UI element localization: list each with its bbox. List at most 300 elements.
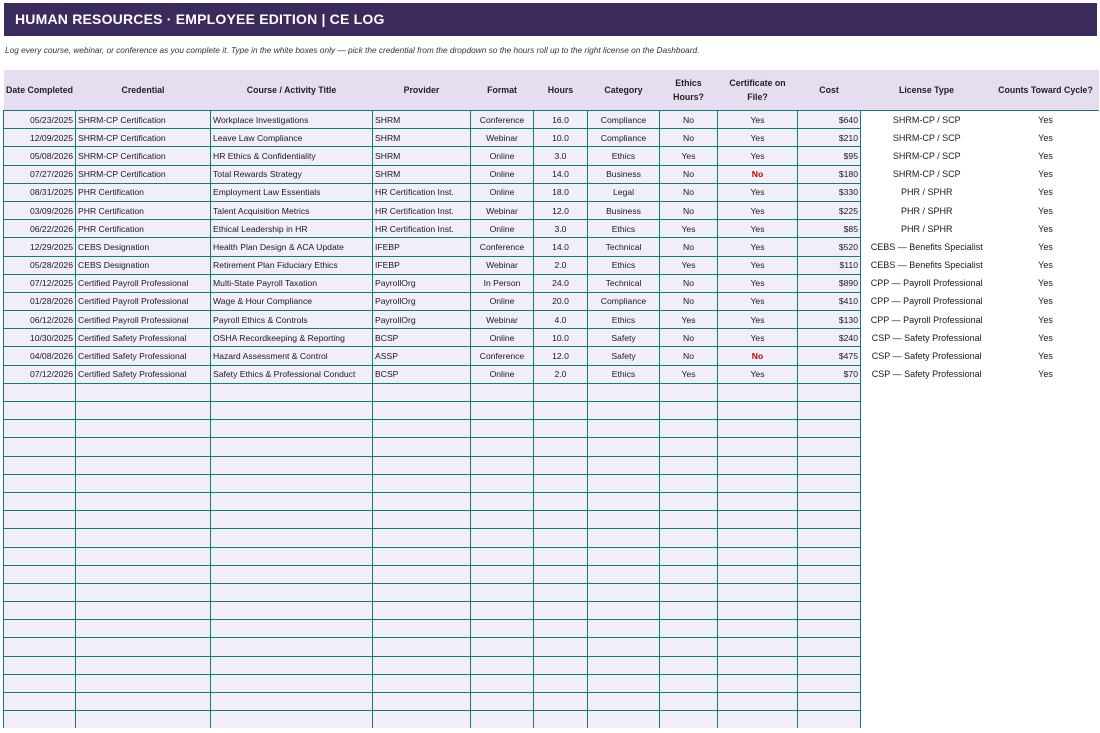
- provider-cell[interactable]: [373, 492, 471, 510]
- course-title-cell[interactable]: [211, 492, 373, 510]
- ethics-hours-cell[interactable]: [660, 638, 718, 656]
- course-title-cell[interactable]: [211, 602, 373, 620]
- date-cell[interactable]: 03/09/2026: [4, 201, 76, 219]
- hours-cell[interactable]: [534, 420, 588, 438]
- format-cell[interactable]: [471, 511, 534, 529]
- format-cell[interactable]: [471, 492, 534, 510]
- hours-cell[interactable]: 4.0: [534, 311, 588, 329]
- credential-cell[interactable]: SHRM-CP Certification: [76, 111, 211, 129]
- hours-cell[interactable]: [534, 602, 588, 620]
- hours-cell[interactable]: [534, 656, 588, 674]
- category-cell[interactable]: Technical: [588, 274, 660, 292]
- cost-cell[interactable]: $225: [798, 201, 861, 219]
- category-cell[interactable]: [588, 656, 660, 674]
- date-cell[interactable]: 07/12/2025: [4, 274, 76, 292]
- category-cell[interactable]: Safety: [588, 329, 660, 347]
- provider-cell[interactable]: [373, 383, 471, 401]
- date-cell[interactable]: [4, 620, 76, 638]
- course-title-cell[interactable]: Workplace Investigations: [211, 111, 373, 129]
- certificate-cell[interactable]: [718, 620, 798, 638]
- provider-cell[interactable]: [373, 656, 471, 674]
- course-title-cell[interactable]: [211, 620, 373, 638]
- credential-cell[interactable]: CEBS Designation: [76, 238, 211, 256]
- credential-cell[interactable]: [76, 420, 211, 438]
- provider-cell[interactable]: HR Certification Inst.: [373, 201, 471, 219]
- category-cell[interactable]: [588, 456, 660, 474]
- category-cell[interactable]: Technical: [588, 238, 660, 256]
- format-cell[interactable]: Webinar: [471, 129, 534, 147]
- course-title-cell[interactable]: Wage & Hour Compliance: [211, 292, 373, 310]
- credential-cell[interactable]: [76, 383, 211, 401]
- category-cell[interactable]: Ethics: [588, 311, 660, 329]
- ethics-hours-cell[interactable]: [660, 492, 718, 510]
- provider-cell[interactable]: [373, 602, 471, 620]
- credential-cell[interactable]: [76, 492, 211, 510]
- hours-cell[interactable]: 14.0: [534, 165, 588, 183]
- date-cell[interactable]: [4, 456, 76, 474]
- provider-cell[interactable]: SHRM: [373, 165, 471, 183]
- provider-cell[interactable]: [373, 474, 471, 492]
- provider-cell[interactable]: IFEBP: [373, 238, 471, 256]
- format-cell[interactable]: Online: [471, 329, 534, 347]
- hours-cell[interactable]: [534, 511, 588, 529]
- ethics-hours-cell[interactable]: [660, 529, 718, 547]
- format-cell[interactable]: [471, 547, 534, 565]
- cost-cell[interactable]: $240: [798, 329, 861, 347]
- hours-cell[interactable]: 12.0: [534, 347, 588, 365]
- hours-cell[interactable]: 14.0: [534, 238, 588, 256]
- category-cell[interactable]: [588, 565, 660, 583]
- hours-cell[interactable]: [534, 529, 588, 547]
- course-title-cell[interactable]: Hazard Assessment & Control: [211, 347, 373, 365]
- cost-cell[interactable]: [798, 602, 861, 620]
- hours-cell[interactable]: 3.0: [534, 220, 588, 238]
- cost-cell[interactable]: [798, 456, 861, 474]
- hours-cell[interactable]: [534, 456, 588, 474]
- date-cell[interactable]: 12/29/2025: [4, 238, 76, 256]
- ethics-hours-cell[interactable]: No: [660, 165, 718, 183]
- certificate-cell[interactable]: Yes: [718, 365, 798, 383]
- ethics-hours-cell[interactable]: [660, 511, 718, 529]
- provider-cell[interactable]: SHRM: [373, 129, 471, 147]
- category-cell[interactable]: [588, 711, 660, 729]
- course-title-cell[interactable]: [211, 656, 373, 674]
- certificate-cell[interactable]: Yes: [718, 329, 798, 347]
- date-cell[interactable]: [4, 492, 76, 510]
- format-cell[interactable]: [471, 620, 534, 638]
- course-title-cell[interactable]: [211, 474, 373, 492]
- certificate-cell[interactable]: [718, 547, 798, 565]
- provider-cell[interactable]: [373, 420, 471, 438]
- ethics-hours-cell[interactable]: No: [660, 129, 718, 147]
- certificate-cell[interactable]: [718, 456, 798, 474]
- credential-cell[interactable]: [76, 711, 211, 729]
- ethics-hours-cell[interactable]: [660, 620, 718, 638]
- cost-cell[interactable]: [798, 565, 861, 583]
- date-cell[interactable]: 12/09/2025: [4, 129, 76, 147]
- hours-cell[interactable]: 24.0: [534, 274, 588, 292]
- credential-cell[interactable]: [76, 656, 211, 674]
- cost-cell[interactable]: $130: [798, 311, 861, 329]
- course-title-cell[interactable]: Employment Law Essentials: [211, 183, 373, 201]
- hours-cell[interactable]: 12.0: [534, 201, 588, 219]
- certificate-cell[interactable]: [718, 693, 798, 711]
- format-cell[interactable]: [471, 583, 534, 601]
- credential-cell[interactable]: PHR Certification: [76, 201, 211, 219]
- ethics-hours-cell[interactable]: [660, 656, 718, 674]
- course-title-cell[interactable]: [211, 547, 373, 565]
- category-cell[interactable]: [588, 638, 660, 656]
- ethics-hours-cell[interactable]: No: [660, 183, 718, 201]
- certificate-cell[interactable]: [718, 565, 798, 583]
- ethics-hours-cell[interactable]: No: [660, 292, 718, 310]
- hours-cell[interactable]: [534, 383, 588, 401]
- provider-cell[interactable]: [373, 583, 471, 601]
- hours-cell[interactable]: [534, 547, 588, 565]
- credential-cell[interactable]: [76, 511, 211, 529]
- ethics-hours-cell[interactable]: Yes: [660, 220, 718, 238]
- date-cell[interactable]: 06/22/2026: [4, 220, 76, 238]
- category-cell[interactable]: [588, 474, 660, 492]
- date-cell[interactable]: [4, 529, 76, 547]
- credential-cell[interactable]: Certified Payroll Professional: [76, 292, 211, 310]
- credential-cell[interactable]: SHRM-CP Certification: [76, 165, 211, 183]
- credential-cell[interactable]: [76, 438, 211, 456]
- date-cell[interactable]: [4, 474, 76, 492]
- provider-cell[interactable]: [373, 565, 471, 583]
- provider-cell[interactable]: [373, 529, 471, 547]
- credential-cell[interactable]: PHR Certification: [76, 220, 211, 238]
- credential-cell[interactable]: Certified Safety Professional: [76, 365, 211, 383]
- certificate-cell[interactable]: Yes: [718, 311, 798, 329]
- certificate-cell[interactable]: [718, 638, 798, 656]
- format-cell[interactable]: Webinar: [471, 311, 534, 329]
- cost-cell[interactable]: [798, 656, 861, 674]
- cost-cell[interactable]: [798, 674, 861, 692]
- course-title-cell[interactable]: OSHA Recordkeeping & Reporting: [211, 329, 373, 347]
- ethics-hours-cell[interactable]: [660, 674, 718, 692]
- course-title-cell[interactable]: [211, 711, 373, 729]
- provider-cell[interactable]: PayrollOrg: [373, 311, 471, 329]
- category-cell[interactable]: Business: [588, 165, 660, 183]
- credential-cell[interactable]: [76, 474, 211, 492]
- cost-cell[interactable]: $520: [798, 238, 861, 256]
- cost-cell[interactable]: $95: [798, 147, 861, 165]
- certificate-cell[interactable]: Yes: [718, 183, 798, 201]
- category-cell[interactable]: [588, 674, 660, 692]
- cost-cell[interactable]: $410: [798, 292, 861, 310]
- certificate-cell[interactable]: [718, 492, 798, 510]
- certificate-cell[interactable]: Yes: [718, 292, 798, 310]
- cost-cell[interactable]: [798, 420, 861, 438]
- course-title-cell[interactable]: [211, 565, 373, 583]
- credential-cell[interactable]: [76, 402, 211, 420]
- hours-cell[interactable]: 18.0: [534, 183, 588, 201]
- provider-cell[interactable]: [373, 456, 471, 474]
- hours-cell[interactable]: [534, 620, 588, 638]
- certificate-cell[interactable]: Yes: [718, 274, 798, 292]
- date-cell[interactable]: [4, 511, 76, 529]
- certificate-cell[interactable]: [718, 402, 798, 420]
- provider-cell[interactable]: [373, 711, 471, 729]
- ethics-hours-cell[interactable]: [660, 456, 718, 474]
- format-cell[interactable]: [471, 529, 534, 547]
- certificate-cell[interactable]: [718, 602, 798, 620]
- provider-cell[interactable]: [373, 438, 471, 456]
- format-cell[interactable]: [471, 402, 534, 420]
- course-title-cell[interactable]: Ethical Leadership in HR: [211, 220, 373, 238]
- hours-cell[interactable]: 2.0: [534, 365, 588, 383]
- date-cell[interactable]: [4, 565, 76, 583]
- date-cell[interactable]: [4, 711, 76, 729]
- course-title-cell[interactable]: Talent Acquisition Metrics: [211, 201, 373, 219]
- category-cell[interactable]: Ethics: [588, 147, 660, 165]
- hours-cell[interactable]: [534, 492, 588, 510]
- date-cell[interactable]: [4, 438, 76, 456]
- provider-cell[interactable]: [373, 674, 471, 692]
- hours-cell[interactable]: 3.0: [534, 147, 588, 165]
- category-cell[interactable]: Compliance: [588, 111, 660, 129]
- hours-cell[interactable]: 16.0: [534, 111, 588, 129]
- cost-cell[interactable]: [798, 583, 861, 601]
- cost-cell[interactable]: $640: [798, 111, 861, 129]
- hours-cell[interactable]: [534, 638, 588, 656]
- credential-cell[interactable]: [76, 638, 211, 656]
- hours-cell[interactable]: 2.0: [534, 256, 588, 274]
- ethics-hours-cell[interactable]: No: [660, 238, 718, 256]
- category-cell[interactable]: Compliance: [588, 129, 660, 147]
- ethics-hours-cell[interactable]: [660, 438, 718, 456]
- cost-cell[interactable]: $180: [798, 165, 861, 183]
- category-cell[interactable]: [588, 438, 660, 456]
- format-cell[interactable]: [471, 438, 534, 456]
- date-cell[interactable]: 04/08/2026: [4, 347, 76, 365]
- cost-cell[interactable]: [798, 620, 861, 638]
- ethics-hours-cell[interactable]: No: [660, 347, 718, 365]
- certificate-cell[interactable]: Yes: [718, 256, 798, 274]
- category-cell[interactable]: [588, 492, 660, 510]
- credential-cell[interactable]: PHR Certification: [76, 183, 211, 201]
- credential-cell[interactable]: SHRM-CP Certification: [76, 147, 211, 165]
- format-cell[interactable]: [471, 693, 534, 711]
- format-cell[interactable]: In Person: [471, 274, 534, 292]
- format-cell[interactable]: Online: [471, 147, 534, 165]
- cost-cell[interactable]: [798, 383, 861, 401]
- certificate-cell[interactable]: [718, 420, 798, 438]
- ethics-hours-cell[interactable]: [660, 402, 718, 420]
- credential-cell[interactable]: SHRM-CP Certification: [76, 129, 211, 147]
- category-cell[interactable]: [588, 420, 660, 438]
- cost-cell[interactable]: $890: [798, 274, 861, 292]
- hours-cell[interactable]: [534, 674, 588, 692]
- ethics-hours-cell[interactable]: Yes: [660, 311, 718, 329]
- category-cell[interactable]: Safety: [588, 347, 660, 365]
- category-cell[interactable]: Business: [588, 201, 660, 219]
- certificate-cell[interactable]: [718, 511, 798, 529]
- credential-cell[interactable]: [76, 547, 211, 565]
- certificate-cell[interactable]: [718, 383, 798, 401]
- provider-cell[interactable]: SHRM: [373, 111, 471, 129]
- provider-cell[interactable]: ASSP: [373, 347, 471, 365]
- date-cell[interactable]: 06/12/2026: [4, 311, 76, 329]
- format-cell[interactable]: Conference: [471, 111, 534, 129]
- hours-cell[interactable]: [534, 438, 588, 456]
- cost-cell[interactable]: $70: [798, 365, 861, 383]
- certificate-cell[interactable]: [718, 674, 798, 692]
- ethics-hours-cell[interactable]: [660, 474, 718, 492]
- provider-cell[interactable]: [373, 693, 471, 711]
- ethics-hours-cell[interactable]: Yes: [660, 365, 718, 383]
- format-cell[interactable]: [471, 674, 534, 692]
- category-cell[interactable]: Ethics: [588, 256, 660, 274]
- format-cell[interactable]: [471, 383, 534, 401]
- date-cell[interactable]: [4, 420, 76, 438]
- cost-cell[interactable]: [798, 638, 861, 656]
- course-title-cell[interactable]: HR Ethics & Confidentiality: [211, 147, 373, 165]
- provider-cell[interactable]: [373, 620, 471, 638]
- course-title-cell[interactable]: Total Rewards Strategy: [211, 165, 373, 183]
- category-cell[interactable]: [588, 583, 660, 601]
- date-cell[interactable]: 01/28/2026: [4, 292, 76, 310]
- cost-cell[interactable]: $475: [798, 347, 861, 365]
- ethics-hours-cell[interactable]: [660, 383, 718, 401]
- certificate-cell[interactable]: Yes: [718, 220, 798, 238]
- course-title-cell[interactable]: [211, 583, 373, 601]
- category-cell[interactable]: [588, 693, 660, 711]
- credential-cell[interactable]: [76, 620, 211, 638]
- course-title-cell[interactable]: Payroll Ethics & Controls: [211, 311, 373, 329]
- credential-cell[interactable]: Certified Safety Professional: [76, 347, 211, 365]
- cost-cell[interactable]: [798, 474, 861, 492]
- date-cell[interactable]: [4, 638, 76, 656]
- format-cell[interactable]: Conference: [471, 347, 534, 365]
- cost-cell[interactable]: $330: [798, 183, 861, 201]
- course-title-cell[interactable]: [211, 456, 373, 474]
- format-cell[interactable]: Online: [471, 165, 534, 183]
- format-cell[interactable]: [471, 456, 534, 474]
- certificate-cell[interactable]: Yes: [718, 147, 798, 165]
- date-cell[interactable]: [4, 402, 76, 420]
- certificate-cell[interactable]: [718, 583, 798, 601]
- cost-cell[interactable]: $85: [798, 220, 861, 238]
- category-cell[interactable]: Legal: [588, 183, 660, 201]
- provider-cell[interactable]: [373, 638, 471, 656]
- cost-cell[interactable]: [798, 693, 861, 711]
- date-cell[interactable]: 05/08/2026: [4, 147, 76, 165]
- ethics-hours-cell[interactable]: No: [660, 111, 718, 129]
- date-cell[interactable]: [4, 693, 76, 711]
- certificate-cell[interactable]: Yes: [718, 111, 798, 129]
- certificate-cell[interactable]: No: [718, 165, 798, 183]
- credential-cell[interactable]: [76, 583, 211, 601]
- course-title-cell[interactable]: [211, 674, 373, 692]
- certificate-cell[interactable]: Yes: [718, 201, 798, 219]
- certificate-cell[interactable]: [718, 711, 798, 729]
- course-title-cell[interactable]: [211, 402, 373, 420]
- ethics-hours-cell[interactable]: [660, 420, 718, 438]
- category-cell[interactable]: Ethics: [588, 220, 660, 238]
- provider-cell[interactable]: HR Certification Inst.: [373, 220, 471, 238]
- format-cell[interactable]: [471, 638, 534, 656]
- cost-cell[interactable]: $110: [798, 256, 861, 274]
- certificate-cell[interactable]: No: [718, 347, 798, 365]
- ethics-hours-cell[interactable]: Yes: [660, 147, 718, 165]
- course-title-cell[interactable]: Retirement Plan Fiduciary Ethics: [211, 256, 373, 274]
- format-cell[interactable]: [471, 711, 534, 729]
- course-title-cell[interactable]: [211, 529, 373, 547]
- course-title-cell[interactable]: Multi-State Payroll Taxation: [211, 274, 373, 292]
- cost-cell[interactable]: $210: [798, 129, 861, 147]
- date-cell[interactable]: [4, 583, 76, 601]
- format-cell[interactable]: [471, 565, 534, 583]
- hours-cell[interactable]: [534, 565, 588, 583]
- cost-cell[interactable]: [798, 547, 861, 565]
- provider-cell[interactable]: [373, 511, 471, 529]
- ethics-hours-cell[interactable]: [660, 711, 718, 729]
- format-cell[interactable]: Online: [471, 292, 534, 310]
- hours-cell[interactable]: [534, 474, 588, 492]
- certificate-cell[interactable]: Yes: [718, 129, 798, 147]
- date-cell[interactable]: 07/27/2026: [4, 165, 76, 183]
- date-cell[interactable]: [4, 383, 76, 401]
- course-title-cell[interactable]: [211, 438, 373, 456]
- category-cell[interactable]: [588, 383, 660, 401]
- course-title-cell[interactable]: [211, 383, 373, 401]
- category-cell[interactable]: [588, 620, 660, 638]
- ethics-hours-cell[interactable]: [660, 583, 718, 601]
- hours-cell[interactable]: 10.0: [534, 329, 588, 347]
- format-cell[interactable]: [471, 474, 534, 492]
- ethics-hours-cell[interactable]: [660, 693, 718, 711]
- category-cell[interactable]: [588, 602, 660, 620]
- ethics-hours-cell[interactable]: No: [660, 274, 718, 292]
- category-cell[interactable]: Compliance: [588, 292, 660, 310]
- date-cell[interactable]: [4, 656, 76, 674]
- category-cell[interactable]: [588, 511, 660, 529]
- credential-cell[interactable]: Certified Payroll Professional: [76, 274, 211, 292]
- format-cell[interactable]: Conference: [471, 238, 534, 256]
- date-cell[interactable]: [4, 547, 76, 565]
- provider-cell[interactable]: BCSP: [373, 365, 471, 383]
- cost-cell[interactable]: [798, 529, 861, 547]
- course-title-cell[interactable]: Leave Law Compliance: [211, 129, 373, 147]
- date-cell[interactable]: 10/30/2025: [4, 329, 76, 347]
- certificate-cell[interactable]: [718, 474, 798, 492]
- date-cell[interactable]: [4, 674, 76, 692]
- format-cell[interactable]: [471, 602, 534, 620]
- course-title-cell[interactable]: [211, 511, 373, 529]
- ethics-hours-cell[interactable]: [660, 547, 718, 565]
- date-cell[interactable]: 05/23/2025: [4, 111, 76, 129]
- ethics-hours-cell[interactable]: Yes: [660, 256, 718, 274]
- format-cell[interactable]: Online: [471, 220, 534, 238]
- provider-cell[interactable]: BCSP: [373, 329, 471, 347]
- provider-cell[interactable]: PayrollOrg: [373, 292, 471, 310]
- hours-cell[interactable]: [534, 583, 588, 601]
- category-cell[interactable]: [588, 547, 660, 565]
- credential-cell[interactable]: Certified Safety Professional: [76, 329, 211, 347]
- course-title-cell[interactable]: [211, 693, 373, 711]
- format-cell[interactable]: Online: [471, 365, 534, 383]
- ethics-hours-cell[interactable]: No: [660, 201, 718, 219]
- cost-cell[interactable]: [798, 492, 861, 510]
- date-cell[interactable]: 05/28/2026: [4, 256, 76, 274]
- date-cell[interactable]: [4, 602, 76, 620]
- category-cell[interactable]: [588, 402, 660, 420]
- certificate-cell[interactable]: [718, 438, 798, 456]
- cost-cell[interactable]: [798, 511, 861, 529]
- hours-cell[interactable]: [534, 402, 588, 420]
